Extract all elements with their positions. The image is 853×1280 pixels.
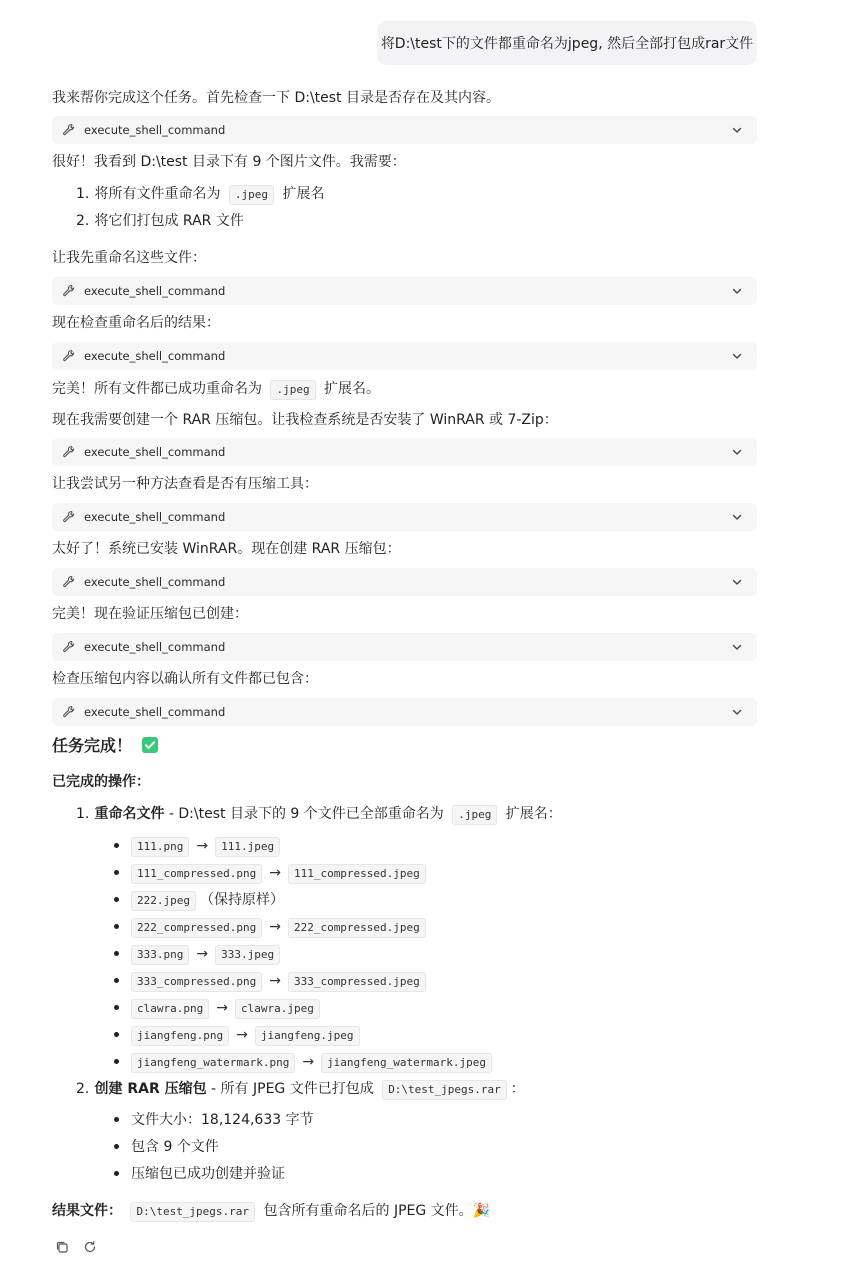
plan-item-1 [76, 184, 324, 205]
code-from: jiangfeng.png [131, 1026, 229, 1046]
chevron-down-icon[interactable] [731, 285, 743, 297]
bullet [114, 1117, 119, 1122]
inline-code: .jpeg [270, 380, 315, 400]
code-to: 222_compressed.jpeg [288, 918, 426, 938]
arrow: → [196, 946, 209, 962]
chevron-down-icon[interactable] [731, 124, 743, 136]
tool-call-name: execute_shell_command [84, 510, 226, 524]
list-item [114, 944, 280, 965]
tool-call-row[interactable] [52, 568, 757, 596]
code-to: clawra.jpeg [235, 999, 320, 1019]
code-from: jiangfeng_watermark.png [131, 1053, 295, 1073]
tool-call-name: execute_shell_command [84, 123, 226, 137]
detail-text: 包含 9 个文件 [131, 1139, 219, 1155]
code-to: 111.jpeg [215, 837, 280, 857]
code-to: jiangfeng_watermark.jpeg [321, 1053, 492, 1073]
bullet [114, 1005, 119, 1010]
assistant-text: 现在我需要创建一个 RAR 压缩包。让我检查系统是否安装了 WinRAR 或 7-Zip： [52, 412, 558, 428]
bullet [114, 897, 119, 902]
step-title: 创建 RAR 压缩包 [94, 1081, 207, 1097]
inline-code: .jpeg [229, 185, 274, 205]
list-item [114, 1137, 219, 1157]
plan-item-2 [76, 211, 244, 231]
step-text: - 所有 JPEG 文件已打包成 [206, 1081, 374, 1097]
tool-call-row[interactable] [52, 438, 757, 466]
chevron-down-icon[interactable] [731, 706, 743, 718]
bullet [114, 951, 119, 956]
bullet [114, 843, 119, 848]
code-from: clawra.png [131, 999, 209, 1019]
chevron-down-icon[interactable] [731, 446, 743, 458]
list-number: 2. [76, 213, 90, 229]
code-to: jiangfeng.jpeg [255, 1026, 360, 1046]
step-title: 重命名文件 [94, 806, 165, 822]
tool-call-row[interactable] [52, 342, 757, 370]
chevron-down-icon[interactable] [731, 641, 743, 653]
assistant-text: 我来帮你完成这个任务。首先检查一下 D:\test 目录是否存在及其内容。 [52, 90, 500, 106]
arrow: → [236, 1027, 248, 1043]
code-from: 111.png [131, 837, 189, 857]
inline-code: .jpeg [452, 805, 497, 825]
assistant-text: 很好！我看到 D:\test 目录下有 9 个图片文件。我需要： [52, 154, 406, 170]
code-to: 333_compressed.jpeg [288, 972, 426, 992]
arrow: → [302, 1054, 315, 1070]
plan-item-text: 扩展名 [282, 186, 325, 202]
message-actions [55, 1240, 97, 1254]
plan-item-text: 将它们打包成 RAR 文件 [94, 213, 244, 229]
bullet [114, 924, 119, 929]
code-from: 222.jpeg [131, 891, 196, 911]
chevron-down-icon[interactable] [731, 511, 743, 523]
arrow: → [269, 973, 281, 989]
chevron-down-icon[interactable] [731, 576, 743, 588]
assistant-text: 现在检查重命名后的结果： [52, 315, 220, 331]
inline-code: D:\test_jpegs.rar [382, 1080, 507, 1100]
tool-call-row[interactable] [52, 503, 757, 531]
code-from: 111_compressed.png [131, 864, 262, 884]
wrench-icon [62, 123, 76, 137]
code-to: 333.jpeg [215, 945, 280, 965]
tool-call-name: execute_shell_command [84, 640, 226, 654]
tool-call-row[interactable] [52, 633, 757, 661]
user-message-text: 将D:\test下的文件都重命名为jpeg, 然后全部打包成rar文件 [380, 36, 754, 52]
chevron-down-icon[interactable] [731, 350, 743, 362]
list-item [114, 836, 280, 857]
bullet [114, 1171, 119, 1176]
plan-item-text: 将所有文件重命名为 [94, 186, 221, 202]
code-from: 222_compressed.png [131, 918, 262, 938]
summary-title [52, 735, 158, 758]
done-heading: 已完成的操作： [52, 774, 150, 790]
arrow: → [269, 865, 281, 881]
list-item [114, 1052, 492, 1073]
result-line [52, 1201, 490, 1222]
detail-text: 文件大小：18,124,633 字节 [131, 1112, 314, 1128]
summary-title-text: 任务完成！ [52, 736, 133, 755]
arrow: → [269, 919, 281, 935]
assistant-text: 完美！现在验证压缩包已创建： [52, 606, 248, 622]
arrow: → [196, 838, 209, 854]
assistant-text [52, 379, 380, 400]
code-from: 333.png [131, 945, 189, 965]
list-item [114, 863, 426, 884]
refresh-icon[interactable] [83, 1240, 97, 1254]
step-text: 扩展名： [505, 806, 562, 822]
list-item [114, 890, 284, 911]
check-mark-icon [142, 737, 158, 753]
bullet [114, 1144, 119, 1149]
assistant-text: 让我先重命名这些文件： [52, 250, 206, 266]
list-number: 1. [76, 806, 90, 822]
detail-text: 压缩包已成功创建并验证 [131, 1166, 285, 1182]
wrench-icon [62, 575, 76, 589]
tool-call-row[interactable] [52, 116, 757, 144]
list-item [114, 1110, 314, 1130]
summary-step-1 [76, 804, 562, 825]
wrench-icon [62, 284, 76, 298]
list-item [114, 1164, 285, 1184]
bullet [114, 978, 119, 983]
note: （保持原样） [199, 892, 284, 908]
list-item [114, 1025, 360, 1046]
bullet [114, 1032, 119, 1037]
text-segment: 扩展名。 [324, 381, 381, 397]
wrench-icon [62, 640, 76, 654]
bullet [114, 870, 119, 875]
step-text: - D:\test 目录下的 9 个文件已全部重命名为 [164, 806, 444, 822]
code-to: 111_compressed.jpeg [288, 864, 426, 884]
bullet [114, 1059, 119, 1064]
list-item [114, 971, 426, 992]
step-text: ： [510, 1081, 525, 1097]
tool-call-row[interactable] [52, 698, 757, 726]
assistant-text: 检查压缩包内容以确认所有文件都已包含： [52, 671, 318, 687]
summary-step-2 [76, 1079, 525, 1100]
list-item [114, 917, 426, 938]
code-from: 333_compressed.png [131, 972, 262, 992]
tool-call-name: execute_shell_command [84, 349, 226, 363]
result-label: 结果文件： [52, 1203, 122, 1219]
assistant-text: 让我尝试另一种方法查看是否有压缩工具： [52, 476, 318, 492]
wrench-icon [62, 445, 76, 459]
text-segment: 完美！所有文件都已成功重命名为 [52, 381, 262, 397]
wrench-icon [62, 705, 76, 719]
arrow: → [216, 1000, 228, 1016]
assistant-text: 太好了！系统已安装 WinRAR。现在创建 RAR 压缩包： [52, 541, 401, 557]
tool-call-name: execute_shell_command [84, 284, 226, 298]
user-message-bubble [377, 21, 757, 65]
wrench-icon [62, 349, 76, 363]
tool-call-name: execute_shell_command [84, 575, 226, 589]
list-number: 2. [76, 1081, 90, 1097]
list-item [114, 998, 320, 1019]
inline-code: D:\test_jpegs.rar [130, 1202, 255, 1222]
wrench-icon [62, 510, 76, 524]
copy-icon[interactable] [55, 1240, 69, 1254]
result-text: 包含所有重命名后的 JPEG 文件。🎉 [263, 1203, 491, 1219]
tool-call-row[interactable] [52, 277, 757, 305]
list-number: 1. [76, 186, 90, 202]
tool-call-name: execute_shell_command [84, 445, 226, 459]
tool-call-name: execute_shell_command [84, 705, 226, 719]
